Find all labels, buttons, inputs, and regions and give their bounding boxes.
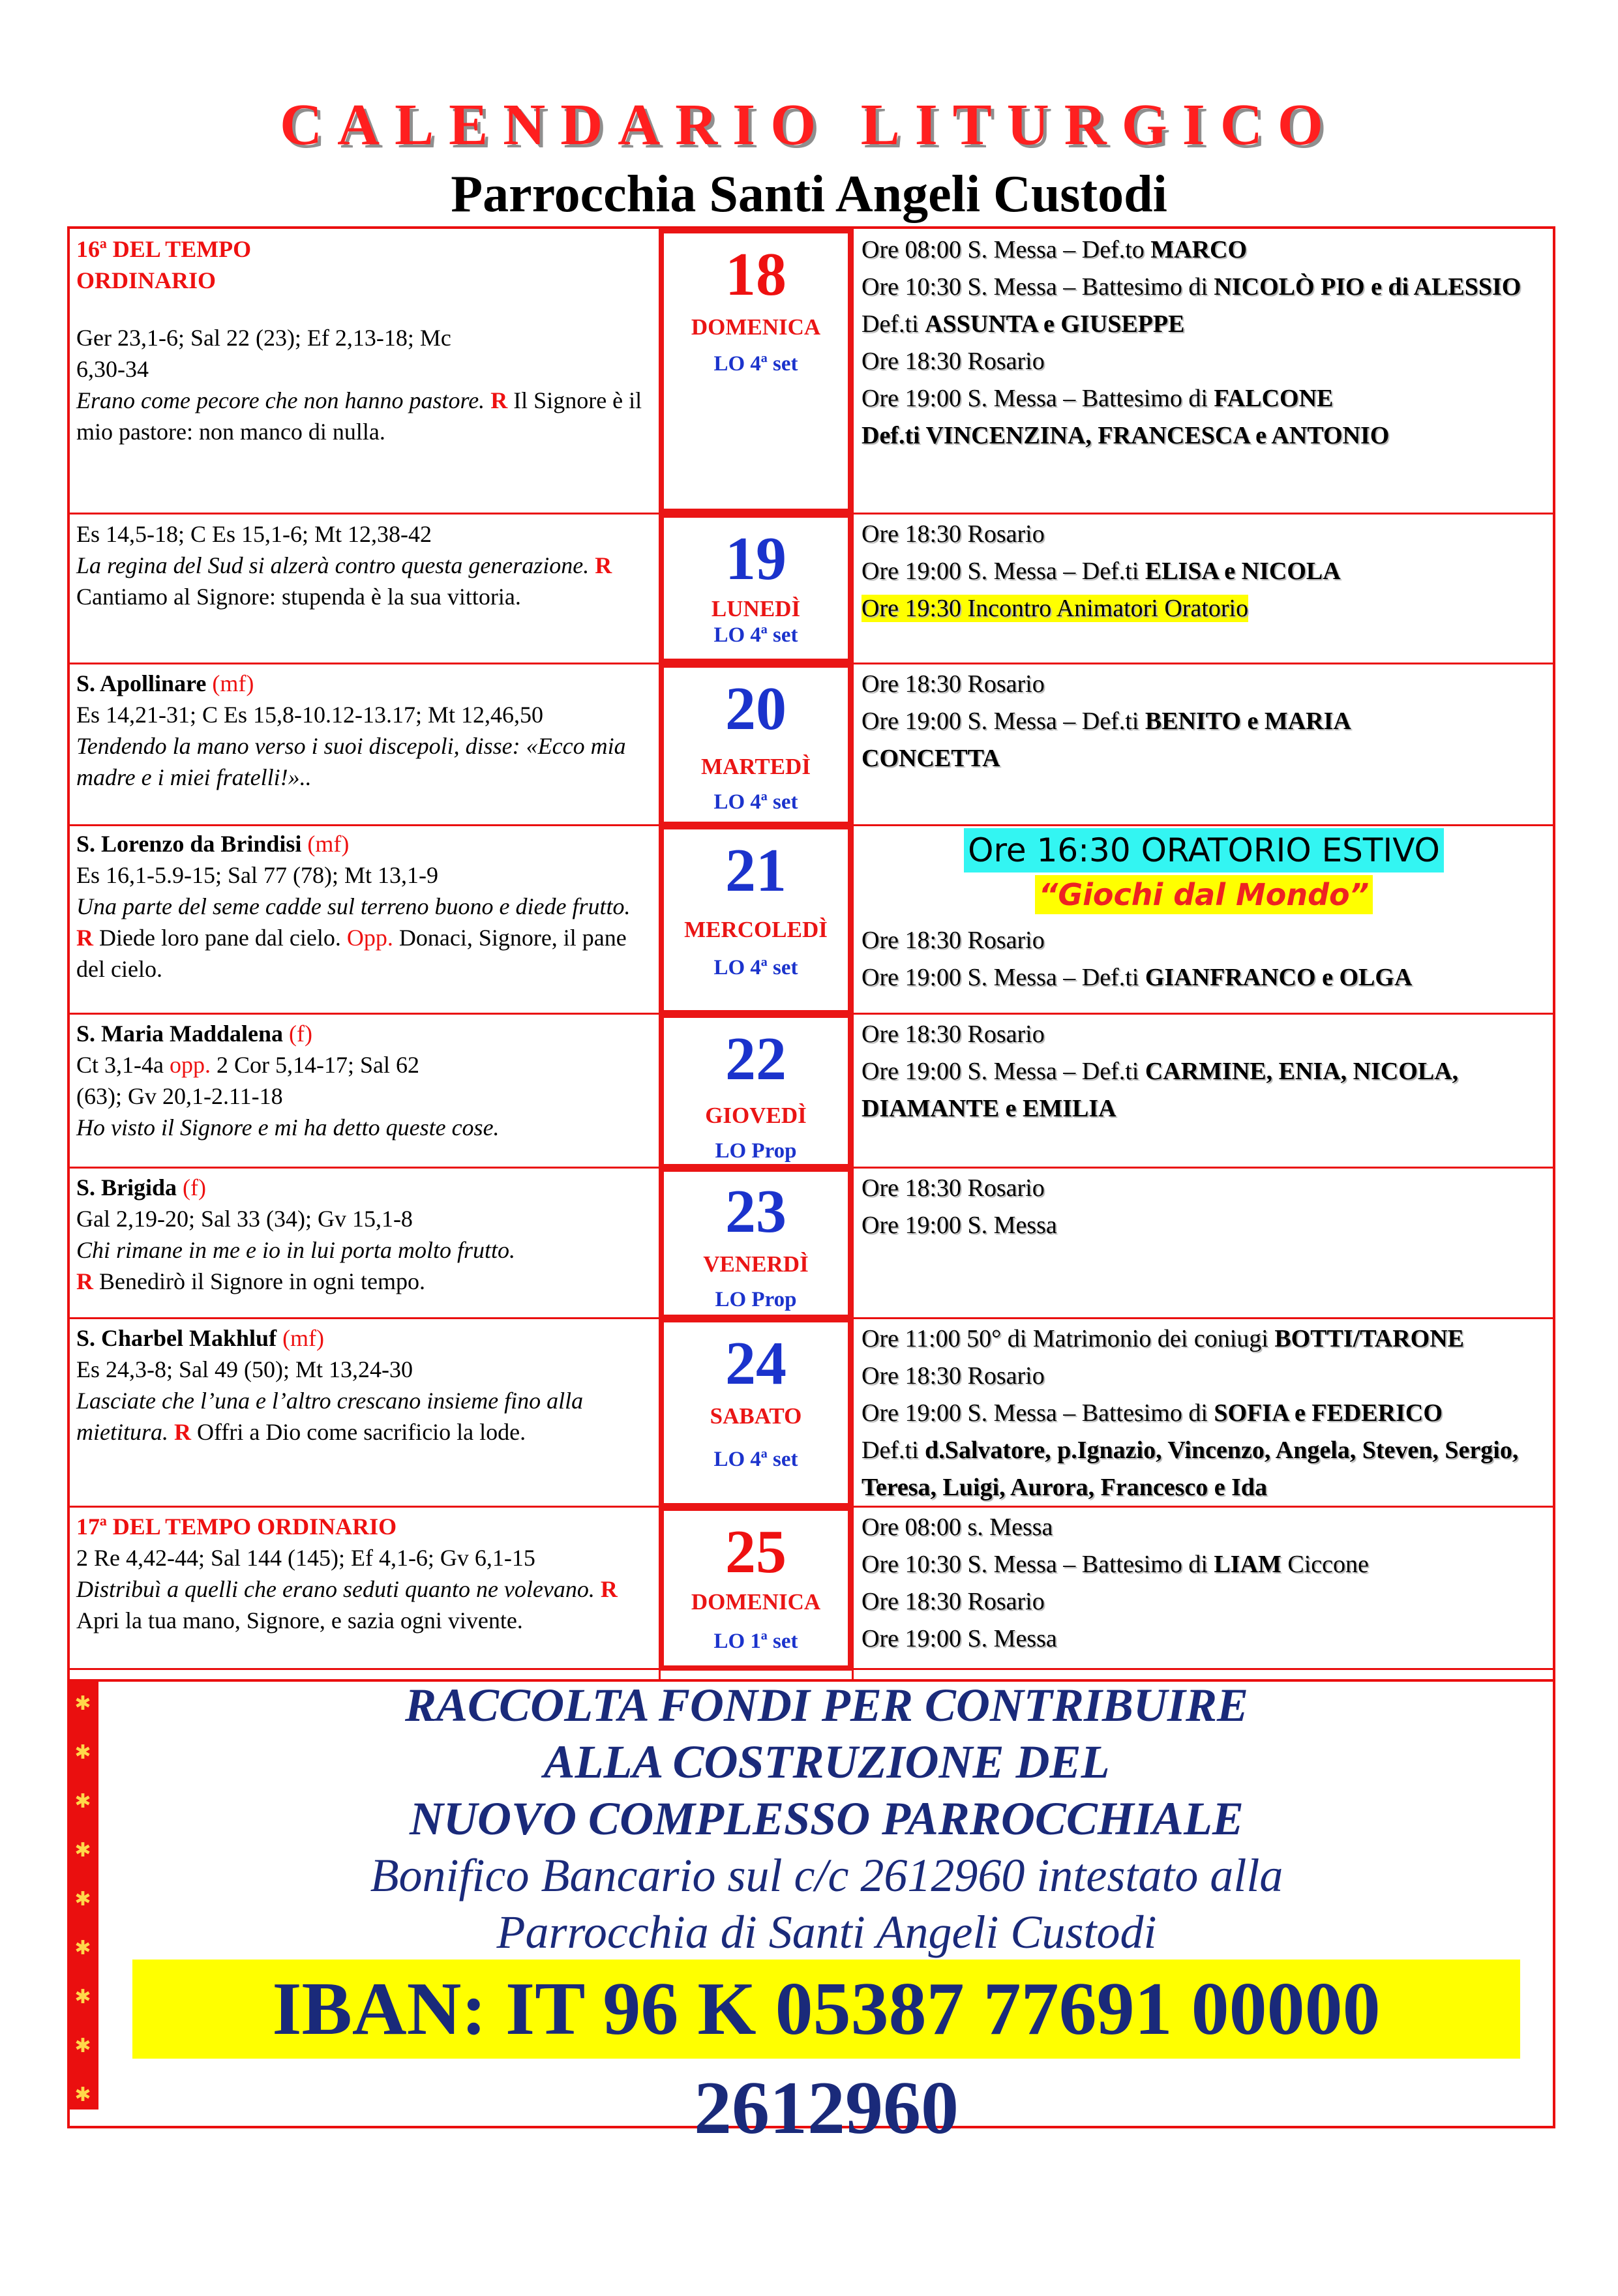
day-23-readings: [76, 1172, 660, 1297]
day-number: 24: [725, 1330, 787, 1397]
response: Il Signore è il mio pastore: non manco di nulla.: [76, 387, 642, 445]
day-19-events: [861, 516, 1546, 627]
star-icon: ✱: [74, 1790, 91, 1813]
account-holder: Parrocchia di Santi Angeli Custodi: [496, 1906, 1157, 1958]
liturgical-title: 16ª DEL TEMPO ORDINARIO: [76, 236, 252, 293]
star-icon: ✱: [74, 1692, 91, 1715]
star-icon: ✱: [74, 2035, 91, 2057]
day-number: 21: [725, 837, 787, 904]
liturgy-of-hours: LO 4ª set: [713, 790, 798, 814]
star-icon: ✱: [74, 2083, 91, 2106]
day-18-events: [861, 231, 1546, 455]
day-18-box: [659, 228, 853, 514]
readings: Ger 23,1-6; Sal 22 (23); Ef 2,13-18; Mc 6,30-34: [76, 325, 451, 382]
feast-rank: (f): [289, 1021, 312, 1047]
day-21-readings: [76, 828, 660, 985]
event-line: Ore 10:30 S. Messa – Battesimo di LIAM Ciccone: [861, 1551, 1369, 1578]
oratorio-banner: [861, 828, 1546, 914]
liturgy-of-hours: LO 4ª set: [713, 352, 798, 376]
event-line: Ore 19:00 S. Messa: [861, 1212, 1057, 1239]
event-line: Ore 19:00 S. Messa – Def.ti CARMINE, ENIA, NICOLA, DIAMANTE e EMILIA: [861, 1058, 1459, 1122]
event-line: Ore 18:30 Rosario: [861, 1588, 1045, 1615]
antiphon: Una parte del seme cadde sul terreno buono e diede frutto.: [76, 893, 631, 919]
parish-name: Parrocchia Santi Angeli Custodi: [451, 166, 1167, 223]
event-line: Ore 11:00 50° di Matrimonio dei coniugi BOTTI/TARONE: [861, 1325, 1465, 1352]
antiphon: Distribuì a quelli che erano seduti quanto ne volevano.: [76, 1576, 595, 1602]
day-25-events: [861, 1509, 1546, 1658]
antiphon: Lasciate che l’una e l’altro crescano insieme fino alla mietitura.: [76, 1388, 584, 1445]
antiphon: Erano come pecore che non hanno pastore.: [76, 387, 485, 413]
readings: 2 Re 4,42-44; Sal 144 (145); Ef 4,1-6; Gv 6,1-15: [76, 1545, 535, 1571]
event-line: Ore 18:30 Rosario: [861, 1362, 1045, 1390]
decorative-star-border: [67, 1679, 98, 2110]
event-line: Ore 18:30 Rosario: [861, 670, 1045, 698]
oratorio-title: Ore 16:30 ORATORIO ESTIVO: [964, 828, 1444, 872]
day-23-events: [861, 1170, 1546, 1244]
highlighted-event: Ore 19:30 Incontro Animatori Oratorio: [861, 595, 1249, 622]
day-number: 23: [725, 1178, 787, 1245]
event-line: Ore 10:30 S. Messa – Battesimo di NICOLÒ PIO e di ALESSIO: [861, 273, 1521, 301]
readings: Ct 3,1-4a: [76, 1052, 164, 1078]
saint-name: S. Charbel Makhluf: [76, 1325, 277, 1351]
fundraising-heading-1: RACCOLTA FONDI PER CONTRIBUIRE: [404, 1679, 1248, 1731]
antiphon: La regina del Sud si alzerà contro questa generazione.: [76, 552, 590, 578]
liturgy-of-hours: LO 4ª set: [713, 1448, 798, 1471]
star-icon: ✱: [74, 1986, 91, 2008]
day-24-readings: [76, 1322, 660, 1448]
day-number: 22: [725, 1025, 787, 1093]
fundraising-heading-2: ALLA COSTRUZIONE DEL: [543, 1736, 1110, 1788]
event-line: Ore 19:00 S. Messa – Battesimo di FALCONE: [861, 385, 1334, 412]
alternative-label: opp.: [169, 1052, 211, 1078]
event-line: Ore 18:30 Rosario: [861, 520, 1045, 548]
day-number: 19: [725, 525, 787, 593]
event-line: Def.ti d.Salvatore, p.Ignazio, Vincenzo, Angela, Steven, Sergio, Teresa, Luigi, Aurora, Francesco e Ida: [861, 1437, 1519, 1501]
liturgy-of-hours: LO 4ª set: [713, 623, 798, 647]
feast-rank: (mf): [212, 670, 254, 696]
event-line: Ore 19:00 S. Messa – Battesimo di SOFIA e FEDERICO: [861, 1399, 1443, 1427]
response-label: R: [600, 1576, 618, 1602]
day-number: 20: [725, 675, 787, 743]
readings: Es 14,5-18; C Es 15,1-6; Mt 12,38-42: [76, 521, 432, 547]
oratorio-theme: “Giochi dal Mondo”: [1035, 875, 1373, 914]
event-line: Ore 08:00 S. Messa – Def.to MARCO: [861, 236, 1248, 263]
saint-name: S. Lorenzo da Brindisi: [76, 831, 302, 857]
event-line: Ore 19:00 S. Messa: [861, 1625, 1057, 1652]
antiphon: Tendendo la mano verso i suoi discepoli, disse: «Ecco mia madre e i miei fratelli!»..: [76, 733, 626, 790]
day-19-readings: [76, 518, 660, 612]
feast-rank: (mf): [307, 831, 350, 857]
day-24-box: [659, 1317, 853, 1508]
liturgy-of-hours: LO 1ª set: [713, 1630, 798, 1653]
star-icon: ✱: [74, 1888, 91, 1911]
day-19-box: [659, 513, 853, 664]
calendar-title: CALENDARIO LITURGICO: [280, 93, 1338, 157]
event-line: Ore 19:00 S. Messa – Def.ti BENITO e MARIA CONCETTA: [861, 708, 1350, 772]
bank-transfer-info: Bonifico Bancario sul c/c 2612960 intestato alla: [370, 1849, 1283, 1901]
day-name: VENERDÌ: [703, 1251, 809, 1277]
liturgy-of-hours: LO Prop: [715, 1139, 797, 1163]
event-line: Ore 19:00 S. Messa – Def.ti GIANFRANCO e OLGA: [861, 964, 1413, 991]
event-line: Ore 08:00 s. Messa: [861, 1513, 1053, 1541]
iban-code: IBAN: IT 96 K 05387 77691 00000 2612960: [132, 1960, 1520, 2059]
readings-alternative: 2 Cor 5,14-17; Sal 62 (63); Gv 20,1-2.11-18: [76, 1052, 419, 1109]
day-name: MARTEDÌ: [701, 754, 811, 779]
response-label: R: [490, 387, 508, 413]
day-name: GIOVEDÌ: [705, 1103, 807, 1128]
readings: Es 14,21-31; C Es 15,8-10.12-13.17; Mt 12,46,50: [76, 702, 543, 728]
day-22-events: [861, 1016, 1546, 1127]
event-line: Ore 19:00 S. Messa – Def.ti ELISA e NICOLA: [861, 558, 1341, 585]
day-number: 18: [725, 241, 787, 308]
response-label: R: [76, 1268, 93, 1294]
fundraising-heading-3: NUOVO COMPLESSO PARROCCHIALE: [410, 1793, 1244, 1845]
saint-name: S. Apollinare: [76, 670, 207, 696]
event-line: Ore 18:30 Rosario: [861, 1021, 1045, 1048]
feast-rank: (mf): [282, 1325, 325, 1351]
event-line: Ore 18:30 Rosario: [861, 927, 1045, 954]
response: Offri a Dio come sacrificio la lode.: [197, 1419, 526, 1445]
day-name: MERCOLEDÌ: [684, 917, 828, 942]
day-18-readings: [76, 233, 660, 447]
day-name: LUNEDÌ: [711, 596, 801, 621]
response-label: R: [76, 925, 93, 951]
day-22-readings: [76, 1018, 660, 1143]
star-icon: ✱: [74, 1937, 91, 1960]
day-number: 25: [725, 1518, 787, 1586]
alternative-response: Donaci, Signore, il pane del cielo.: [76, 925, 627, 982]
readings: Es 16,1-5.9-15; Sal 77 (78); Mt 13,1-9: [76, 862, 438, 888]
liturgy-of-hours: LO Prop: [715, 1288, 797, 1311]
response: Benedirò il Signore in ogni tempo.: [99, 1268, 425, 1294]
alternative-label: Opp.: [346, 925, 393, 951]
day-25-box: [659, 1506, 853, 1671]
event-line: Def.ti ASSUNTA e GIUSEPPE: [861, 310, 1185, 338]
day-23-box: [659, 1167, 853, 1320]
liturgical-title: 17ª DEL TEMPO ORDINARIO: [76, 1513, 397, 1540]
day-name: DOMENICA: [691, 1589, 821, 1615]
day-24-events: [861, 1320, 1546, 1506]
response-label: R: [174, 1419, 191, 1445]
star-icon: ✱: [74, 1839, 91, 1862]
liturgy-of-hours: LO 4ª set: [713, 956, 798, 979]
day-25-readings: [76, 1511, 660, 1636]
day-21-box: [659, 824, 853, 1015]
saint-name: S. Maria Maddalena: [76, 1021, 284, 1047]
event-line: Ore 18:30 Rosario: [861, 348, 1045, 375]
antiphon: Chi rimane in me e io in lui porta molto frutto.: [76, 1237, 515, 1263]
readings: Es 24,3-8; Sal 49 (50); Mt 13,24-30: [76, 1356, 413, 1382]
day-21-events: [861, 922, 1546, 996]
readings: Gal 2,19-20; Sal 33 (34); Gv 15,1-8: [76, 1206, 413, 1232]
saint-name: S. Brigida: [76, 1174, 177, 1200]
day-name: SABATO: [710, 1403, 802, 1429]
day-20-events: [861, 666, 1546, 777]
event-line: Def.ti VINCENZINA, FRANCESCA e ANTONIO: [861, 422, 1390, 449]
event-line: Ore 18:30 Rosario: [861, 1174, 1045, 1202]
antiphon: Ho visto il Signore e mi ha detto queste cose.: [76, 1114, 500, 1141]
response: Cantiamo al Signore: stupenda è la sua vittoria.: [76, 584, 521, 610]
day-name: DOMENICA: [691, 314, 821, 340]
response: Diede loro pane dal cielo.: [99, 925, 341, 951]
response-label: R: [595, 552, 612, 578]
response: Apri la tua mano, Signore, e sazia ogni vivente.: [76, 1607, 523, 1633]
event-line: [861, 590, 1546, 627]
day-22-box: [659, 1013, 853, 1169]
star-icon: ✱: [74, 1741, 91, 1764]
day-20-readings: [76, 668, 660, 793]
day-20-box: [659, 663, 853, 827]
feast-rank: (f): [183, 1174, 207, 1200]
